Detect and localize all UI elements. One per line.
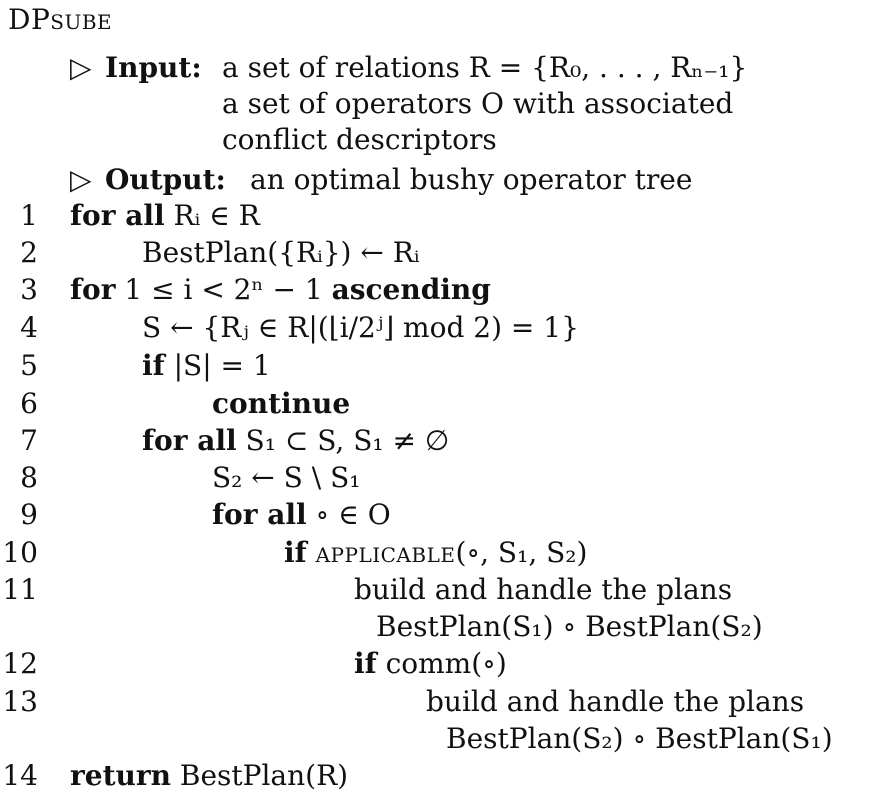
output-text: an optimal bushy operator tree [250,163,693,196]
line-number: 2 [20,236,38,269]
line-text: build and handle the plans [426,685,805,718]
line-text: continue [212,387,351,420]
line-number: 14 [2,759,38,792]
line-text: for all Rᵢ ∈ R [70,199,260,232]
line-number: 1 [20,199,38,232]
line-number: 12 [2,647,38,680]
line-text: for all ∘ ∈ O [212,498,391,531]
line-text: if applicable(∘, S₁, S₂) [284,536,588,569]
line-text: BestPlan(S₂) ∘ BestPlan(S₁) [446,722,833,755]
line-text: BestPlan({Rᵢ}) ← Rᵢ [142,236,420,269]
line-number: 9 [20,498,38,531]
line-text: build and handle the plans [354,573,733,606]
algorithm-title: DPsube [8,3,113,36]
triangle-icon: ▷ [70,163,92,196]
triangle-icon: ▷ [70,51,92,84]
line-text: BestPlan(S₁) ∘ BestPlan(S₂) [376,610,763,643]
line-text: S ← {Rⱼ ∈ R|(⌊i/2ʲ⌋ mod 2) = 1} [142,311,579,344]
line-number: 6 [20,387,38,420]
line-text: S₂ ← S \ S₁ [212,461,361,494]
line-number: 8 [20,461,38,494]
line-number: 3 [20,273,38,306]
line-number: 4 [20,311,38,344]
input-line-3: conflict descriptors [222,123,497,156]
line-text: for 1 ≤ i < 2ⁿ − 1 ascending [70,273,491,306]
line-text: if |S| = 1 [142,349,271,382]
line-number: 5 [20,349,38,382]
line-text: for all S₁ ⊂ S, S₁ ≠ ∅ [142,424,450,457]
input-label: Input: [105,51,202,84]
output-label: Output: [105,163,226,196]
line-number: 10 [2,536,38,569]
line-text: return BestPlan(R) [70,759,349,792]
line-text: if comm(∘) [354,647,507,680]
line-number: 13 [2,685,38,718]
input-line-1: a set of relations R = {R₀, . . . , Rₙ₋₁} [222,51,748,84]
input-line-2: a set of operators O with associated [222,87,734,120]
line-number: 11 [2,573,38,606]
line-number: 7 [20,424,38,457]
